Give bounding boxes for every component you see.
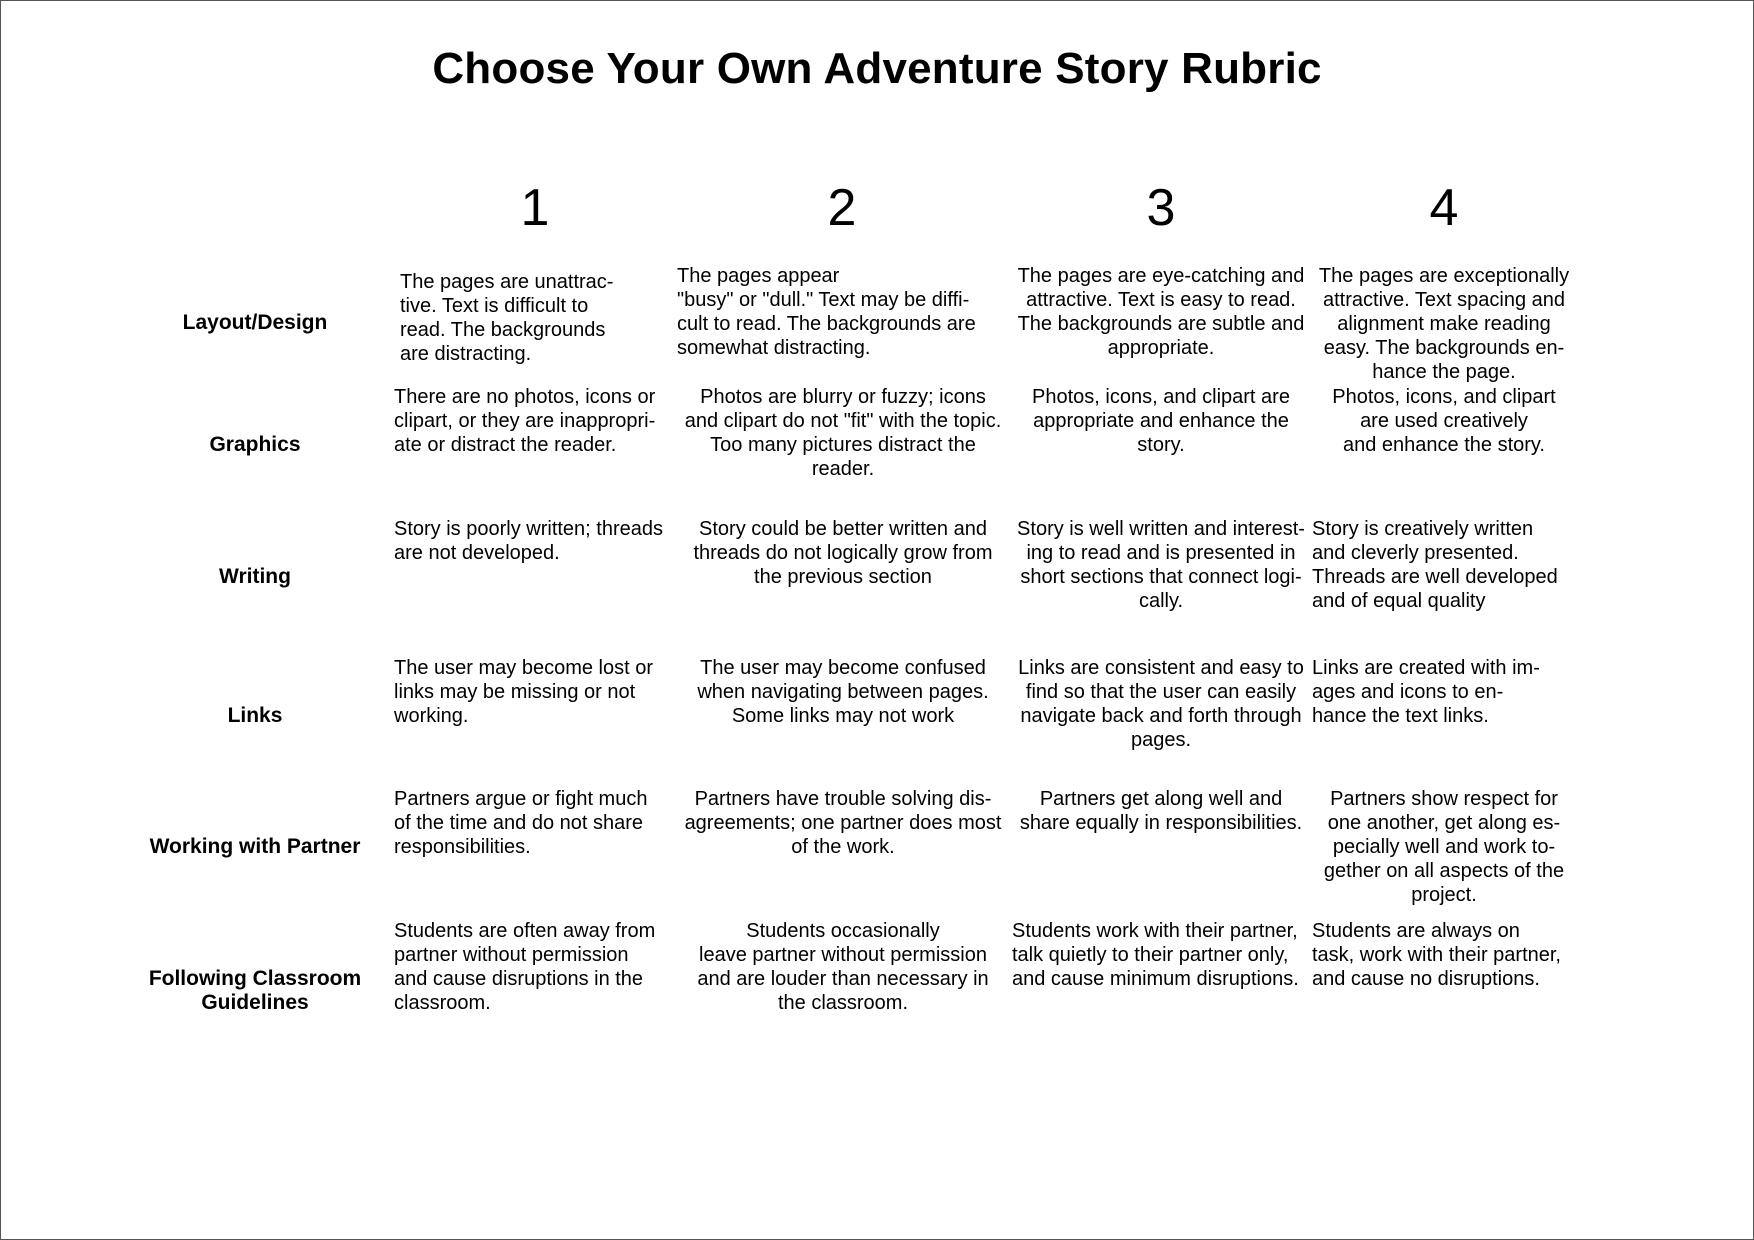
- score-header-4: 4: [1429, 179, 1459, 237]
- rubric-cell-writing-2: Story could be better written and threads do not logically grow from the previous section: [693, 518, 993, 588]
- rubric-cell-links-1: The user may become lost or links may be missing or not working.: [394, 657, 653, 727]
- rubric-cell-links-2: The user may become confused when navigating between pages. Some links may not work: [697, 657, 989, 727]
- rubric-cell-graphics-4: Photos, icons, and clipart are used creatively and enhance the story.: [1332, 386, 1556, 456]
- rubric-cell-partner-2: Partners have trouble solving dis- agreements; one partner does most of the work.: [684, 788, 1002, 858]
- rubric-cell-graphics-2: Photos are blurry or fuzzy; icons and clipart do not "fit" with the topic. Too many pictures distract the reader.: [684, 386, 1002, 480]
- rubric-cell-layout-1: The pages are unattrac- tive. Text is difficult to read. The backgrounds are distracting.: [400, 271, 614, 365]
- rubric-cell-layout-2: The pages appear "busy" or "dull." Text may be diffi- cult to read. The backgrounds are somewhat distracting.: [677, 265, 976, 359]
- row-label-writing: Writing: [219, 565, 291, 588]
- rubric-cell-partner-3: Partners get along well and share equally in responsibilities.: [1019, 788, 1303, 834]
- row-label-layout-design: Layout/Design: [182, 311, 328, 334]
- row-label-links: Links: [227, 704, 283, 727]
- page-title: Choose Your Own Adventure Story Rubric: [432, 44, 1322, 93]
- rubric-cell-layout-3: The pages are eye-catching and attractive. Text is easy to read. The backgrounds are subtle and appropriate.: [1017, 265, 1305, 359]
- rubric-cell-writing-3: Story is well written and interest- ing to read and is presented in short sections that connect logi- cally.: [1017, 518, 1305, 612]
- rubric-cell-partner-1: Partners argue or fight much of the time and do not share responsibilities.: [394, 788, 648, 858]
- rubric-cell-guidelines-1: Students are often away from partner without permission and cause disruptions in the classroom.: [394, 920, 656, 1014]
- rubric-cell-guidelines-4: Students are always on task, work with their partner, and cause no disruptions.: [1312, 920, 1561, 990]
- score-header-1: 1: [520, 179, 550, 237]
- rubric-cell-graphics-1: There are no photos, icons or clipart, or they are inappropri- ate or distract the reader.: [394, 386, 656, 456]
- rubric-cell-guidelines-3: Students work with their partner, talk quietly to their partner only, and cause minimum disruptions.: [1012, 920, 1299, 990]
- rubric-cell-layout-4: The pages are exceptionally attractive. Text spacing and alignment make reading easy. The backgrounds en- hance the page.: [1318, 265, 1570, 383]
- row-label-following-classroom-guidelines: Following Classroom Guidelines: [148, 967, 362, 1014]
- rubric-cell-graphics-3: Photos, icons, and clipart are appropriate and enhance the story.: [1032, 386, 1290, 456]
- rubric-cell-guidelines-2: Students occasionally leave partner without permission and are louder than necessary in the classroom.: [697, 920, 989, 1014]
- row-label-graphics: Graphics: [209, 433, 301, 456]
- rubric-cell-writing-4: Story is creatively written and cleverly presented. Threads are well developed and of equal quality: [1312, 518, 1558, 612]
- row-label-working-with-partner: Working with Partner: [149, 835, 361, 858]
- rubric-cell-writing-1: Story is poorly written; threads are not developed.: [394, 518, 663, 564]
- rubric-cell-partner-4: Partners show respect for one another, get along es- pecially well and work to- gether on all aspects of the project.: [1323, 788, 1565, 906]
- rubric-cell-links-4: Links are created with im- ages and icons to en- hance the text links.: [1312, 657, 1540, 727]
- rubric-cell-links-3: Links are consistent and easy to find so that the user can easily navigate back and forth through pages.: [1018, 657, 1304, 751]
- score-header-3: 3: [1146, 179, 1176, 237]
- score-header-2: 2: [827, 179, 857, 237]
